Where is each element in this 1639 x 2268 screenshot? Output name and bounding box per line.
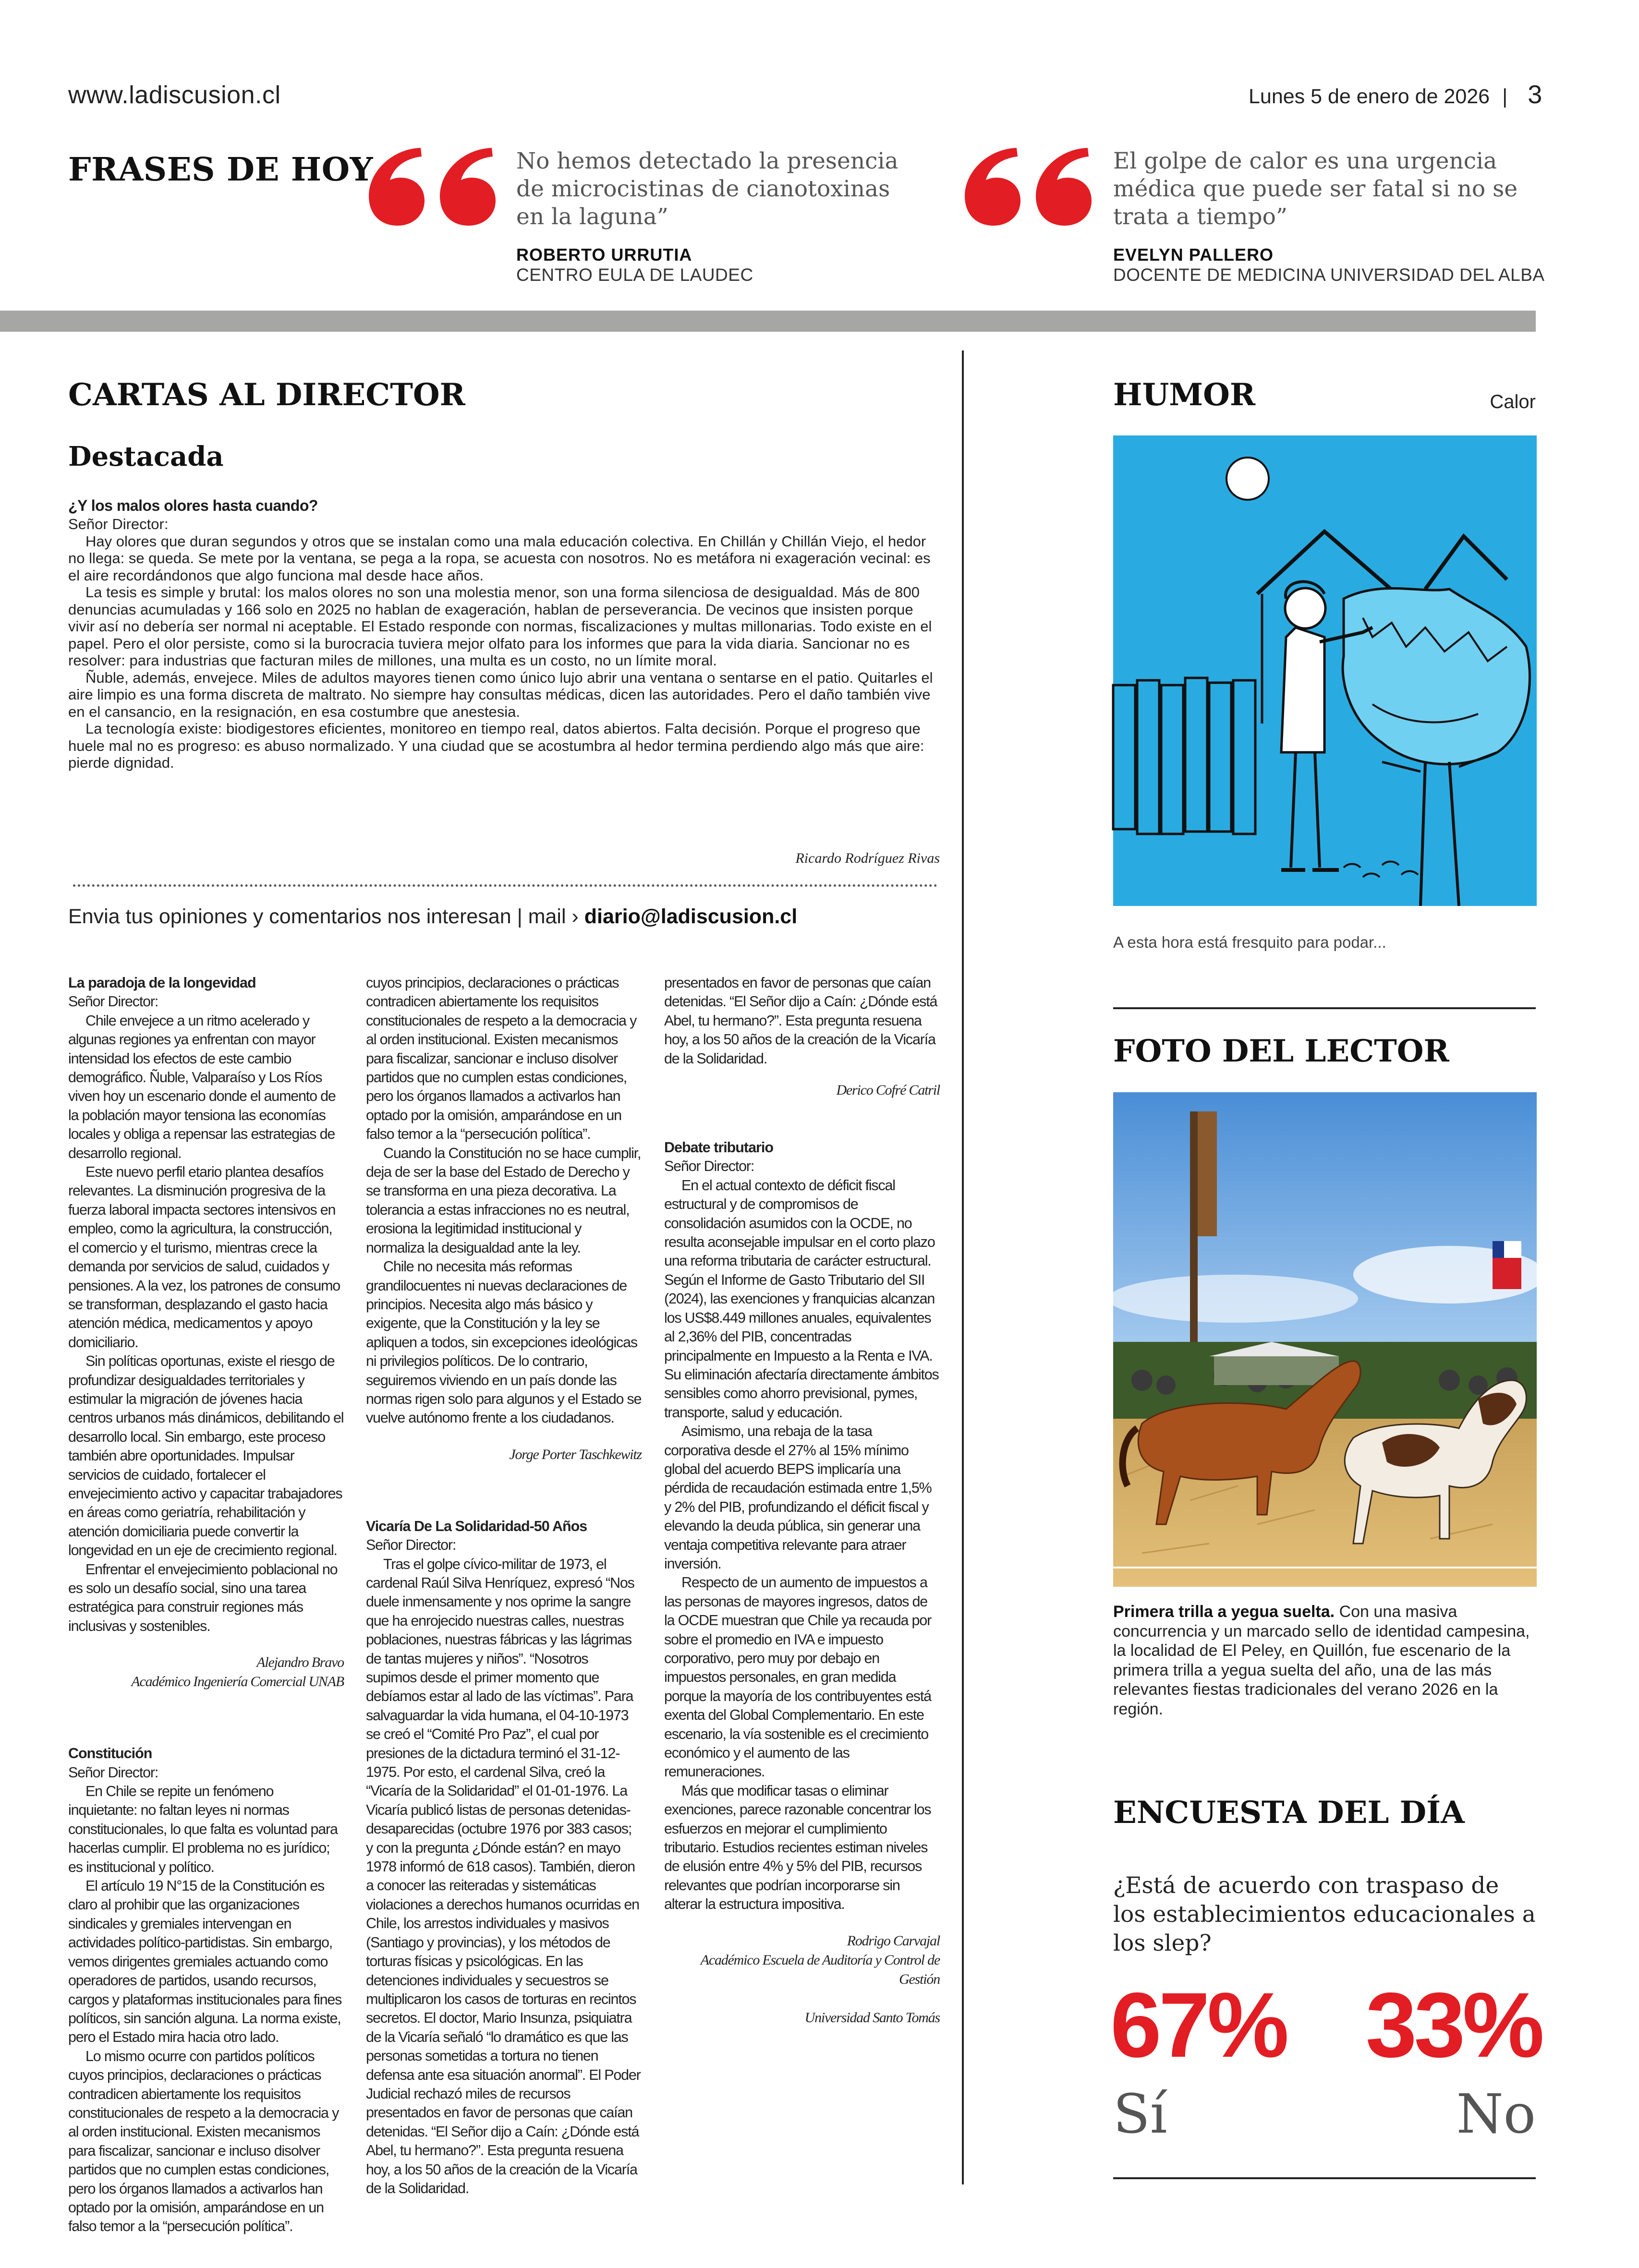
featured-paragraph: La tesis es simple y brutal: los malos olores no son una molestia menor, son una forma silenciosa de desigualdad. Más de 800 denuncias acumuladas y 166 solo en 2025 no hablan de exageración, hablan de perseverancia. De vecinos que insisten porque vivir así no debería ser normal ni aceptable. El Estado responde con normas, fiscalizaciones y multas millonarias. Todo existe en el papel. Pero el olor persiste, como si la burocracia tuviera mejor olfato para los informes que para la vida diaria. Sancionar no es resolver: para industrias que facturan miles de millones, una multa es un costo, no un límite moral. — [68, 584, 932, 669]
letter-paragraph: Asimismo, una rebaja de la tasa corporativa desde el 27% al 15% mínimo global del acuerdo BEPS implicaría una pérdida de recaudación estimada entre 1,5% y 2% del PIB, profundizando el déficit fiscal y elevando la deuda pública, sin generar una ventaja competitiva relevante para atraer inversión. — [664, 1423, 932, 1572]
humor-caption: A esta hora está fresquito para podar... — [1113, 933, 1386, 951]
letter-paragraph: Cuando la Constitución no se hace cumplir, deja de ser la base del Estado de Derecho y se transforma en una pieza decorativa. La tolerancia a estas infracciones no es neutral, erosiona la legitimidad institucional y normaliza la desigualdad ante la ley. — [366, 1145, 641, 1256]
reader-photo-caption-title: Primera trilla a yegua suelta. — [1113, 1603, 1335, 1621]
letter-column-3 — [664, 974, 940, 2027]
contact-line — [68, 905, 797, 929]
quote-1-text: No hemos detectado la presencia de microcistinas de cianotoxinas en la laguna” — [516, 148, 898, 230]
featured-paragraph: Hay olores que duran segundos y otros que se instalan como una mala educación colectiva. En Chillán y Chillán Viejo, el hedor no llega: se queda. Se mete por la ventana, se pega a la ropa, se acuesta con nosotros. No es metáfora ni exageración vecinal: es el aire recordándonos que algo funciona mal desde hace años. — [68, 532, 931, 584]
letter-title: La paradoja de la longevidad — [68, 975, 256, 991]
letter-salutation: Señor Director: — [664, 1158, 754, 1175]
site-url[interactable]: www.ladiscusion.cl — [68, 81, 281, 109]
featured-letter-title: ¿Y los malos olores hasta cuando? — [68, 497, 318, 514]
issue-date-text: Lunes 5 de enero de 2026 — [1249, 85, 1490, 108]
signature-line: Universidad Santo Tomás — [804, 2009, 940, 2026]
signature-line: Académico Escuela de Auditoría y Control de Gestión — [700, 1952, 940, 1987]
letter-paragraph: Lo mismo ocurre con partidos políticos cuyos principios, declaraciones o prácticas contradicen abiertamente los requisitos constitucionales de respeto a la democracia y al orden institucional. Existen mecanismos para fiscalizar, sancionar e incluso disolver partidos que no cumplen estas condiciones, pero los órganos llamados a activarlos han optado por la omisión, amparándose en un falso temor a la “persecución política”. — [68, 2048, 339, 2235]
date-separator: | — [1502, 85, 1508, 108]
quote-1-author: ROBERTO URRUTIA — [516, 245, 692, 265]
quote-2-affiliation: DOCENTE DE MEDICINA UNIVERSIDAD DEL ALBA — [1113, 265, 1545, 285]
humor-section-title: HUMOR — [1113, 377, 1256, 413]
letter-paragraph: presentados en favor de personas que caían detenidas. “El Señor dijo a Caín: ¿Dónde está Abel, tu hermano?”. Esta pregunta resuena hoy, a los 50 años de la creación de la Vicaría de la Solidaridad. — [664, 975, 937, 1067]
letter-column-2 — [366, 974, 642, 2196]
featured-paragraph: Ñuble, además, envejece. Miles de adultos mayores tienen como único lujo abrir una ventana o sentarse en el patio. Quitarles el aire limpio es una forma discreta de maltrato. No siempre hay consultas médicas, dicen las autoridades. Pero el daño también vive en el cansancio, en la resignación, en esa costumbre que anestesia. — [68, 669, 933, 720]
quote-mark-icon — [363, 134, 507, 230]
featured-letter — [68, 497, 940, 772]
poll-bottom-rule — [1113, 2177, 1536, 2179]
humor-label: Calor — [1490, 391, 1536, 412]
cartas-section-title: CARTAS AL DIRECTOR — [68, 377, 465, 413]
featured-paragraph: La tecnología existe: biodigestores eficientes, monitoreo en tiempo real, datos abiertos. Falta decisión. Porque el progreso que huele mal no es progreso: es abuso normalizado. Y una ciudad que se acostumbra al hedor termina perdiendo algo más que aire: pierde dignidad. — [68, 720, 924, 771]
letter-signature — [664, 1081, 940, 1100]
signature-line: Académico Ingeniería Comercial UNAB — [131, 1674, 344, 1690]
letter-paragraph: En Chile se repite un fenómeno inquietante: no faltan leyes ni normas constitucionales, lo que falta es voluntad para hacerlas cumplir. El problema no es jurídico; es institucional y político. — [68, 1783, 338, 1875]
signature-line: Alejandro Bravo — [256, 1654, 344, 1671]
signature-line: Rodrigo Carvajal — [847, 1932, 940, 1949]
poll-no-label: No — [1456, 2083, 1536, 2146]
letter-salutation: Señor Director: — [68, 993, 158, 1010]
letter-title: Vicaría De La Solidaridad-50 Años — [366, 1518, 587, 1534]
letter-paragraph: Más que modificar tasas o eliminar exenciones, parece razonable concentrar los esfuerzos en mejorar el cumplimiento tributario. Estudios recientes estiman niveles de elusión entre 4% y 5% del PIB, recursos relevantes que podrían incorporarse sin alterar la estructura impositiva. — [664, 1782, 931, 1913]
letter-signature — [68, 1653, 344, 1691]
signature-line: Derico Cofré Catril — [836, 1082, 940, 1098]
contact-email-link[interactable]: diario@ladiscusion.cl — [584, 905, 798, 928]
page-number: 3 — [1528, 80, 1542, 109]
encuesta-section-title: ENCUESTA DEL DÍA — [1113, 1795, 1465, 1831]
letter-paragraph: Enfrentar el envejecimiento poblacional no es solo un desafío social, sino una tarea estratégica para construir regiones más inclusivas y sostenibles. — [68, 1561, 338, 1634]
letter-signature — [366, 1445, 642, 1464]
letter-signature — [664, 1931, 940, 2027]
letter-salutation: Señor Director: — [366, 1537, 456, 1554]
featured-label: Destacada — [68, 441, 224, 472]
letter-paragraph: Chile no necesita más reformas grandilocuentes ni nuevas declaraciones de principios. Necesita algo más básico y exigente, que la Constitución y la ley se apliquen a todos, sin excepciones ideológicas ni privilegios políticos. De lo contrario, seguiremos viviendo en un país donde las normas rigen solo para algunos y el Estado se vuelve autónomo frente a los ciudadanos. — [366, 1258, 642, 1426]
letter-paragraph: Chile envejece a un ritmo acelerado y algunas regiones ya enfrentan con mayor intensidad los efectos de este cambio demográfico. Ñuble, Valparaíso y Los Ríos viven hoy un escenario donde el aumento de la población mayor tensiona las economías locales y obliga a repensar las estrategias de desarrollo regional. — [68, 1012, 336, 1161]
letter-paragraph: cuyos principios, declaraciones o prácticas contradicen abiertamente los requisitos constitucionales de respeto a la democracia y al orden institucional. Existen mecanismos para fiscalizar, sancionar e incluso disolver partidos que no cumplen estas condiciones, pero los órganos llamados a activarlos han optado por la omisión, amparándose en un falso temor a la “persecución política”. — [366, 975, 637, 1143]
poll-yes-percent: 67% — [1110, 1973, 1287, 2076]
quote-2-author: EVELYN PALLERO — [1113, 245, 1274, 265]
letter-column-1 — [68, 974, 344, 2235]
reader-photo-caption — [1113, 1602, 1536, 1719]
poll-no-percent: 33% — [1365, 1973, 1542, 2076]
letter-paragraph: En el actual contexto de déficit fiscal estructural y de compromisos de consolidación asumidos con la OCDE, no resulta aconsejable impulsar en el corto plazo una reforma tributaria de carácter estructural. Según el Informe de Gasto Tributario del SII (2024), las exenciones y franquicias alcanzan los US$8.449 millones anuales, equivalentes al 2,36% del PIB, concentradas principalmente en Impuesto a la Renta e IVA. Su eliminación afectaría directamente ámbitos sensibles como ahorro previsional, pymes, transporte, salud y educación. — [664, 1177, 939, 1421]
column-divider — [962, 350, 964, 2184]
humor-bottom-rule — [1113, 1007, 1536, 1009]
quote-2-text: El golpe de calor es una urgencia médica que puede ser fatal si no se trata a tiempo” — [1113, 148, 1518, 230]
frases-section-title: FRASES DE HOY — [68, 150, 373, 188]
signature-line: Jorge Porter Taschkewitz — [509, 1446, 642, 1462]
letter-paragraph: Sin políticas oportunas, existe el riesgo de profundizar desigualdades territoriales y estimular la migración de jóvenes hacia centros urbanos más dinámicos, debilitando el desarrollo local. Sin embargo, este proceso también abre oportunidades. Impulsar servicios de cuidado, fortalecer el envejecimiento activo y capacitar trabajadores en áreas como geriatría, rehabilitación y atención domiciliaria puede convertir la longevidad en un eje de crecimiento regional. — [68, 1353, 344, 1559]
letter-paragraph: El artículo 19 N°15 de la Constitución es claro al prohibir que las organizaciones sindicales y gremiales intervengan en actividades político-partidistas. Sin embargo, vemos dirigentes gremiales actuando como operadores de partidos, usando recursos, cargos y plataformas institucionales para fines políticos, sin sanción alguna. La norma existe, pero el Estado mira hacia otro lado. — [68, 1878, 342, 2046]
featured-salutation: Señor Director: — [68, 516, 169, 532]
section-divider-bar — [0, 311, 1536, 332]
humor-cartoon — [1113, 435, 1537, 906]
reader-photo-caption-text: Con una masiva concurrencia y un marcado sello de identidad campesina, la localidad de El Peley, en Quillón, fue escenario de la primera trilla a yegua suelta del año, una de las más relevantes fiestas tradicionales del verano 2026 en la región. — [1113, 1603, 1530, 1718]
issue-date — [1249, 80, 1542, 109]
reader-photo — [1113, 1092, 1537, 1587]
letter-paragraph: Tras el golpe cívico-militar de 1973, el cardenal Raúl Silva Henríquez, expresó “Nos duele inmensamente y nos oprime la sangre que ha enrojecido nuestras calles, nuestras poblaciones, nuestras fábricas y las lágrimas de tantas mujeres y niños”. “Nosotros supimos desde el primer momento que debíamos estar al lado de las víctimas”. Para salvaguardar la vida humana, el 04-10-1973 se creó el “Comité Pro Paz”, el cual por presiones de la dictadura terminó el 31-12-1975. Por esto, el cardenal Silva, creó la “Vicaría de la Solidaridad” el 01-01-1976. La Vicaría publicó listas de personas detenidas-desaparecidas (octubre 1976 por 383 casos; y con la pregunta ¿Dónde están? en mayo 1978 informó de 618 casos). También, dieron a conocer las reiteradas y sistemáticas violaciones a derechos humanos ocurridas en Chile, los arrestos individuales y masivos (Santiago y provincias), y los métodos de torturas físicas y psicológicas. En las detenciones individuales y secuestros se multiplicaron los casos de torturas en recintos secretos. El doctor, Mario Insunza, psiquiatra de la Vicaría señaló “lo dramático es que las personas sometidas a tortura no tienen defensa ante esa situación anormal”. El Poder Judicial rechazó miles de recursos presentados en favor de personas que caían detenidas. “El Señor dijo a Caín: ¿Dónde está Abel, tu hermano?”. Esta pregunta resuena hoy, a los 50 años de la creación de la Vicaría de la Solidaridad. — [366, 1556, 641, 2196]
letter-title: Debate tributario — [664, 1139, 774, 1156]
dotted-divider — [73, 884, 937, 887]
letter-paragraph: Respecto de un aumento de impuestos a las personas de mayores ingresos, datos de la OCDE muestran que Chile ya recauda por sobre el promedio en IVA e impuesto corporativo, pero muy por debajo en impuestos personales, en gran medida porque la mayoría de los contribuyentes está exenta del Global Complementario. En este escenario, la vía sostenible es el crecimiento económico y el aumento de las remuneraciones. — [664, 1574, 932, 1780]
letter-title: Constitución — [68, 1745, 152, 1762]
contact-prefix: Envia tus opiniones y comentarios nos interesan | mail › — [68, 905, 579, 928]
poll-question: ¿Está de acuerdo con traspaso de los establecimientos educacionales a los slep? — [1113, 1872, 1536, 1956]
foto-section-title: FOTO DEL LECTOR — [1113, 1033, 1449, 1069]
featured-signature: Ricardo Rodríguez Rivas — [795, 850, 940, 866]
letter-salutation: Señor Director: — [68, 1764, 158, 1781]
quote-mark-icon — [959, 134, 1103, 230]
quote-1-affiliation: CENTRO EULA DE LAUDEC — [516, 265, 753, 285]
poll-yes-label: Sí — [1113, 2083, 1167, 2146]
letter-paragraph: Este nuevo perfil etario plantea desafíos relevantes. La disminución progresiva de la fuerza laboral impacta sectores intensivos en empleo, como la agricultura, la construcción, el comercio y el turismo, mientras crece la demanda por servicios de salud, cuidados y pensiones. A la vez, los patrones de consumo se transforman, desplazando el gasto hacia atención médica, medicamentos y apoyo domiciliario. — [68, 1164, 340, 1351]
